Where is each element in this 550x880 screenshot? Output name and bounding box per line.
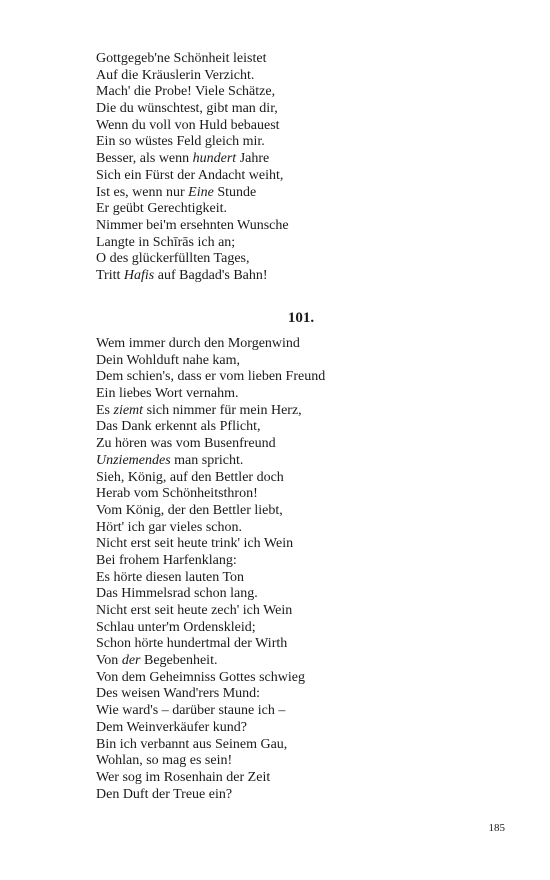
line-text: Zu hören was vom Busenfreund <box>96 436 276 452</box>
poem-101-text <box>96 336 496 803</box>
line-text: Langte in Schīrās ich an; <box>96 234 236 250</box>
poem-line <box>96 369 496 386</box>
line-text: Stunde <box>213 184 257 200</box>
line-text: man spricht. <box>170 452 244 468</box>
poem-line <box>96 386 496 403</box>
poem-line <box>96 470 496 487</box>
line-text: Von dem Geheimniss Gottes schwieg <box>96 669 305 685</box>
poem-stanza-continued <box>96 51 496 285</box>
poem-line <box>96 770 496 787</box>
poem-line <box>96 84 496 101</box>
emphasized-word: Hafis <box>123 267 155 283</box>
poem-line <box>96 185 496 202</box>
poem-line <box>96 703 496 720</box>
poem-line <box>96 636 496 653</box>
emphasized-word: hundert <box>192 151 237 167</box>
poem-line <box>96 436 496 453</box>
line-text: O des glückerfüllten Tages, <box>96 251 250 267</box>
poem-number: 101. <box>287 310 315 326</box>
poem-line <box>96 201 496 218</box>
line-text: Begebenheit. <box>140 653 218 669</box>
line-text: Dem schien's, dass er vom lieben Freund <box>96 369 326 385</box>
poem-line <box>96 235 496 252</box>
line-text: Schlau unter'm Ordenskleid; <box>96 619 256 635</box>
emphasized-word: der <box>121 653 141 669</box>
line-text: Wie ward's – darüber staune ich – <box>96 703 286 719</box>
poem-line <box>96 268 496 285</box>
poem-line <box>96 51 496 68</box>
poem-line <box>96 134 496 151</box>
poem-line <box>96 419 496 436</box>
poem-line <box>96 486 496 503</box>
poem-line <box>96 101 496 118</box>
poem-line <box>96 251 496 268</box>
poem-line <box>96 620 496 637</box>
line-text: auf Bagdad's Bahn! <box>154 267 268 283</box>
line-text: Wem immer durch den Morgenwind <box>96 336 300 351</box>
line-text: Es <box>96 402 114 418</box>
poem-line <box>96 168 496 185</box>
poem-line <box>96 670 496 687</box>
poem-line <box>96 603 496 620</box>
poem-line <box>96 118 496 135</box>
line-text: Hört' ich gar vieles schon. <box>96 519 242 535</box>
line-text: Ein liebes Wort vernahm. <box>96 386 239 402</box>
line-text: sich nimmer für mein Herz, <box>143 402 302 418</box>
poem-line <box>96 151 496 168</box>
emphasized-word: Eine <box>188 184 214 200</box>
line-text: Nimmer bei'm ersehnten Wunsche <box>96 217 289 233</box>
page-number: 185 <box>488 822 505 834</box>
poem-line <box>96 536 496 553</box>
poem-line <box>96 553 496 570</box>
line-text: Das Dank erkennt als Pflicht, <box>96 419 261 435</box>
poem-line <box>96 68 496 85</box>
line-text: Des weisen Wand'rers Mund: <box>96 686 261 702</box>
line-text: Nicht erst seit heute trink' ich Wein <box>96 536 294 552</box>
poem-line <box>96 753 496 770</box>
line-text: Mach' die Probe! Viele Schätze, <box>96 84 276 100</box>
line-text: Schon hörte hundertmal der Wirth <box>96 636 288 652</box>
poem-line <box>96 686 496 703</box>
line-text: Das Himmelsrad schon lang. <box>96 586 258 602</box>
line-text: Besser, als wenn <box>96 151 193 167</box>
poem-line <box>96 218 496 235</box>
line-text: Er geübt Gerechtigkeit. <box>96 201 228 217</box>
poem-line <box>96 720 496 737</box>
line-text: Sich ein Fürst der Andacht weiht, <box>96 167 284 183</box>
line-text: Den Duft der Treue ein? <box>96 786 233 802</box>
line-text: Auf die Kräuslerin Verzicht. <box>96 67 255 83</box>
line-text: Die du wünschtest, gibt man dir, <box>96 101 278 117</box>
line-text: Tritt <box>96 267 124 283</box>
emphasized-word: ziemt <box>113 402 144 418</box>
line-text: Sieh, König, auf den Bettler doch <box>96 469 284 485</box>
line-text: Jahre <box>236 151 270 167</box>
poem-line <box>96 503 496 520</box>
line-text: Nicht erst seit heute zech' ich Wein <box>96 603 293 618</box>
poem-line <box>96 586 496 603</box>
line-text: Von <box>96 653 122 669</box>
poem-line <box>96 570 496 587</box>
line-text: Bin ich verbannt aus Seinem Gau, <box>96 736 288 752</box>
poem-line <box>96 520 496 537</box>
poem-line <box>96 453 496 470</box>
line-text: Gottgegeb'ne Schönheit leistet <box>96 51 267 66</box>
poem-line <box>96 336 496 353</box>
line-text: Dem Weinverkäufer kund? <box>96 719 247 735</box>
line-text: Bei frohem Harfenklang: <box>96 552 237 568</box>
line-text: Dein Wohlduft nahe kam, <box>96 352 241 368</box>
line-text: Wohlan, so mag es sein! <box>96 753 233 769</box>
poem-line <box>96 787 496 804</box>
line-text: Vom König, der den Bettler liebt, <box>96 502 283 518</box>
line-text: Ein so wüstes Feld gleich mir. <box>96 134 265 150</box>
poem-line <box>96 653 496 670</box>
line-text: Herab vom Schönheitsthron! <box>96 486 258 502</box>
line-text: Wenn du voll von Huld bebauest <box>96 117 280 133</box>
line-text: Wer sog im Rosenhain der Zeit <box>96 769 271 785</box>
line-text: Es hörte diesen lauten Ton <box>96 569 245 585</box>
poem-line <box>96 353 496 370</box>
poem-line <box>96 737 496 754</box>
poem-line <box>96 403 496 420</box>
emphasized-word: Unziemendes <box>96 452 171 468</box>
line-text: Ist es, wenn nur <box>96 184 189 200</box>
